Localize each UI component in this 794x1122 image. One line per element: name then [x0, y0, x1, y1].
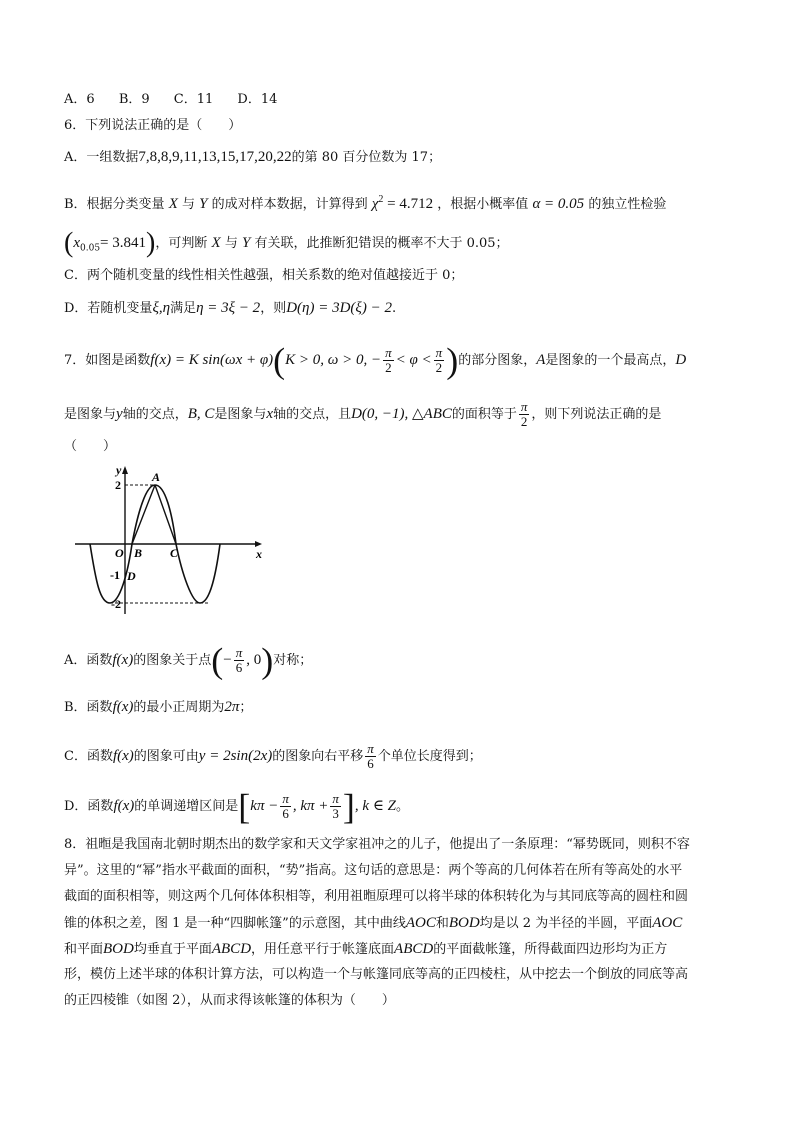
q8-line6: 形，模仿上述半球的体积计算方法，可以构造一个与帐篷同底等高的正四棱柱，从中挖去一个倒放的同底等高 — [64, 967, 689, 982]
q7-d-k1: kπ − — [250, 798, 279, 814]
q8-l5-c: ，用任意平行于帐篷底面 — [251, 942, 395, 957]
q8-bod: BOD — [448, 915, 480, 931]
q7-a-neg: − — [223, 652, 232, 668]
q6-b2-sub: 0.05 — [80, 243, 101, 254]
q7-a-ptend: , 0 — [246, 652, 262, 668]
q8-aoc-2: AOC — [652, 915, 683, 931]
label-d: D — [127, 569, 136, 583]
q6-b-alpha: α = 0.05 — [532, 196, 585, 212]
q7-l2-6: ，则下列说法正确的是 — [531, 407, 662, 422]
label-y: y — [116, 463, 122, 477]
q5-option-b: B．9 — [118, 92, 150, 107]
q7-dcoord: D(0, −1), △ABC — [351, 406, 452, 422]
label-2: 2 — [115, 478, 121, 492]
q7-c-3: 的图象向右平移 — [272, 749, 364, 764]
q8-l4-b: 和 — [435, 916, 449, 931]
q7-b-fx: f(x) — [112, 699, 134, 715]
q7-stem-line1: 7．如图是函数f(x) = K sin(ωx + φ)(K > 0, ω > 0, − $\frac{\pi}{2}$ < φ < $\frac{\pi}{2}$ )的部分图象，A是图象的一个最高点，D — [64, 340, 687, 381]
q6-option-a — [64, 147, 441, 168]
q6-d-text2: 满足 — [170, 301, 197, 316]
q6-a-data: 7,8,8,9,11,13,15,17,20,22 — [138, 149, 292, 165]
q5-option-d: D．14 — [237, 92, 278, 107]
q6-b-x: X — [168, 196, 178, 212]
q6-b-text1: B．根据分类变量 — [64, 197, 165, 212]
q7-c-fx: f(x) — [112, 748, 134, 764]
q7-l2-5: 的面积等于 — [451, 407, 517, 422]
q7-d-end: 。 — [396, 799, 410, 814]
q7-b-2: 的最小正周期为 — [133, 700, 225, 715]
q6-stem: 6．下列说法正确的是（ ） — [64, 118, 242, 133]
label-x: x — [256, 547, 262, 561]
q7-c-frac: $\frac{\pi}{6}$ — [367, 741, 374, 771]
q8-l4-c: 均是以 2 为半径的半圆，平面 — [479, 916, 653, 931]
q6-d-vars: ξ,η — [152, 300, 171, 316]
q6-option-b — [64, 190, 666, 215]
q6-d-eq1: η = 3ξ − 2 — [196, 300, 261, 316]
q7-paren: （ ） — [64, 439, 117, 454]
q7-x-var: x — [266, 406, 274, 422]
q7-d-3: , k ∈ Z — [354, 798, 397, 814]
q5-option-c: C．11 — [173, 92, 214, 107]
q7-frac-area: $\frac{\pi}{2}$ — [520, 399, 528, 429]
q7-sine-graph — [70, 462, 270, 622]
q6-b-text4: 的独立性检验 — [588, 197, 667, 212]
q7-c-1: C．函数 — [64, 749, 113, 764]
q7-option-a: A．函数f(x)的图象关于点(− $\frac{\pi}{6}$ , 0)对称； — [64, 640, 313, 681]
q6-d-end: . — [391, 301, 397, 316]
q8-aoc: AOC — [405, 915, 436, 931]
q6-d-text3: ，则 — [260, 301, 287, 316]
q7-d-fx: f(x) — [113, 798, 135, 814]
q6-b-text2: 的成对样本数据，计算得到 — [211, 197, 368, 212]
q7-stem1: 7．如图是函数 — [64, 353, 151, 368]
q7-option-c — [64, 742, 482, 771]
q8-line3: 截面的面积相等，则这两个几何体体积相等，利用祖暅原理可以将半球的体积转化为与其同底等高的圆柱和圆 — [64, 889, 689, 904]
q7-d-point: D — [675, 352, 687, 368]
q6-b-text3: ，根据小概率值 — [437, 197, 529, 212]
label-neg2: -2 — [111, 597, 121, 611]
q8-l5-b: 均垂直于平面 — [133, 942, 212, 957]
q7-a-3: 对称； — [273, 653, 313, 668]
q6-option-c: C．两个随机变量的线性相关性越强，相关系数的绝对值越接近于 0； — [64, 268, 464, 283]
y-axis-arrow — [122, 466, 128, 474]
q8-bod-2: BOD — [103, 941, 134, 957]
q7-lt-phi: < φ < — [395, 352, 432, 368]
q8-abcd: ABCD — [211, 941, 252, 957]
q7-d-frac1: $\frac{\pi}{6}$ — [282, 791, 289, 821]
q7-d-2: 的单调递增区间是 — [134, 799, 239, 814]
label-o: O — [115, 546, 124, 560]
q7-frac-pi-2: $\frac{\pi}{2}$ — [435, 345, 443, 375]
q7-stem-line2 — [64, 400, 661, 429]
q7-cond: K > 0, ω > 0, − — [285, 352, 382, 368]
q7-option-b — [64, 697, 252, 718]
q8-line2: 异”。这里的“幂”指水平截面的面积，“势”指高。这句话的意思是：两个等高的几何体若在所有等高处的水平 — [64, 863, 683, 878]
label-a: A — [152, 470, 161, 484]
q6-b2-x: x — [73, 235, 80, 251]
q7-b-val: 2π — [224, 699, 240, 715]
q8-line7: 的正四棱锥（如图 2），从而求得该帐篷的体积为（ ） — [64, 993, 395, 1008]
q7-stem2: 的部分图象， — [458, 353, 537, 368]
triangle-side-ab — [132, 485, 155, 544]
q8-abcd-2: ABCD — [394, 941, 434, 957]
triangle-side-ac — [155, 485, 176, 544]
q7-frac-neg-pi-2: $\frac{\pi}{2}$ — [385, 345, 392, 375]
q7-c-func: y = 2sin(2x) — [198, 748, 273, 764]
q7-c-4: 个单位长度得到； — [377, 749, 482, 764]
q8-l5-d: 的平面截帐篷，所得截面四边形均为正方 — [433, 942, 668, 957]
q7-l2-1: 是图象与 — [64, 407, 117, 422]
q6-b2-text2: 有关联，此推断犯错误的概率不大于 0.05； — [254, 236, 509, 251]
q7-func: f(x) = K sin(ωx + φ) — [150, 352, 274, 368]
q6-b2-y-var: Y — [241, 235, 251, 251]
q7-a-2: 的图象关于点 — [133, 653, 212, 668]
q6-option-d — [64, 298, 396, 319]
q7-l2-2: 轴的交点， — [122, 407, 188, 422]
q7-sine-graph-figure — [70, 462, 270, 626]
q7-d-1: D．函数 — [64, 799, 114, 814]
q6-b2-text1: ，可判断 — [155, 236, 208, 251]
q7-l2-4: 轴的交点，且 — [273, 407, 352, 422]
q6-d-text1: D．若随机变量 — [64, 301, 153, 316]
q6-a-text2: 的第 80 百分位数为 17； — [291, 150, 442, 165]
q7-d-frac2: $\frac{\pi}{3}$ — [332, 791, 339, 821]
q7-c-2: 的图象可由 — [133, 749, 199, 764]
q8-line1: 8．祖暅是我国南北朝时期杰出的数学家和天文学家祖冲之的儿子，他提出了一条原理：“幂势既同，则积不容 — [64, 837, 690, 852]
q8-line5 — [64, 939, 667, 960]
q6-b-and: 与 — [182, 197, 196, 212]
q7-l2-3: 是图象与 — [214, 407, 267, 422]
q6-b-chi: $\chi^2 = 4.712$ — [371, 194, 434, 212]
q8-line4 — [64, 913, 682, 934]
q6-option-b-line2: $(x_{0.05}= 3.841)$，可判断 X 与 Y 有关联，此推断犯错误的概率不大于 0.05； — [64, 227, 509, 259]
q7-a-1: A．函数 — [64, 653, 113, 668]
q7-stem3: 是图象的一个最高点， — [545, 353, 676, 368]
label-neg1: -1 — [110, 568, 120, 582]
q7-b-1: B．函数 — [64, 700, 113, 715]
q7-option-d: D．函数f(x)的单调递增区间是[kπ − $\frac{\pi}{6}$ , kπ + $\frac{\pi}{3}$ ], k ∈ Z。 — [64, 786, 410, 827]
q7-y-var: y — [116, 406, 123, 422]
q7-bc: B, C — [187, 406, 215, 422]
q7-a-point: A — [536, 352, 546, 368]
q5-option-a: A．6 — [64, 92, 95, 107]
q6-b2-val: = 3.841 — [100, 235, 147, 251]
q6-b-y: Y — [199, 196, 208, 212]
label-c: C — [170, 546, 179, 560]
q8-l4-a: 锥的体积之差，图 1 是一种“四脚帐篷”的示意图，其中曲线 — [64, 916, 406, 931]
q7-a-fx: f(x) — [112, 652, 134, 668]
q6-b2-and: 与 — [224, 236, 238, 251]
q7-a-frac: $\frac{\pi}{6}$ — [235, 645, 243, 675]
q5-options — [64, 90, 277, 110]
label-b: B — [134, 546, 143, 560]
q7-d-k2: , kπ + — [292, 798, 329, 814]
q7-b-3: ； — [239, 700, 253, 715]
q6-b2-x-var: X — [211, 235, 221, 251]
q8-l5-a: 和平面 — [64, 942, 104, 957]
q6-a-text: A．一组数据 — [64, 150, 139, 165]
q6-d-eq2: D(η) = 3D(ξ) − 2 — [286, 300, 392, 316]
